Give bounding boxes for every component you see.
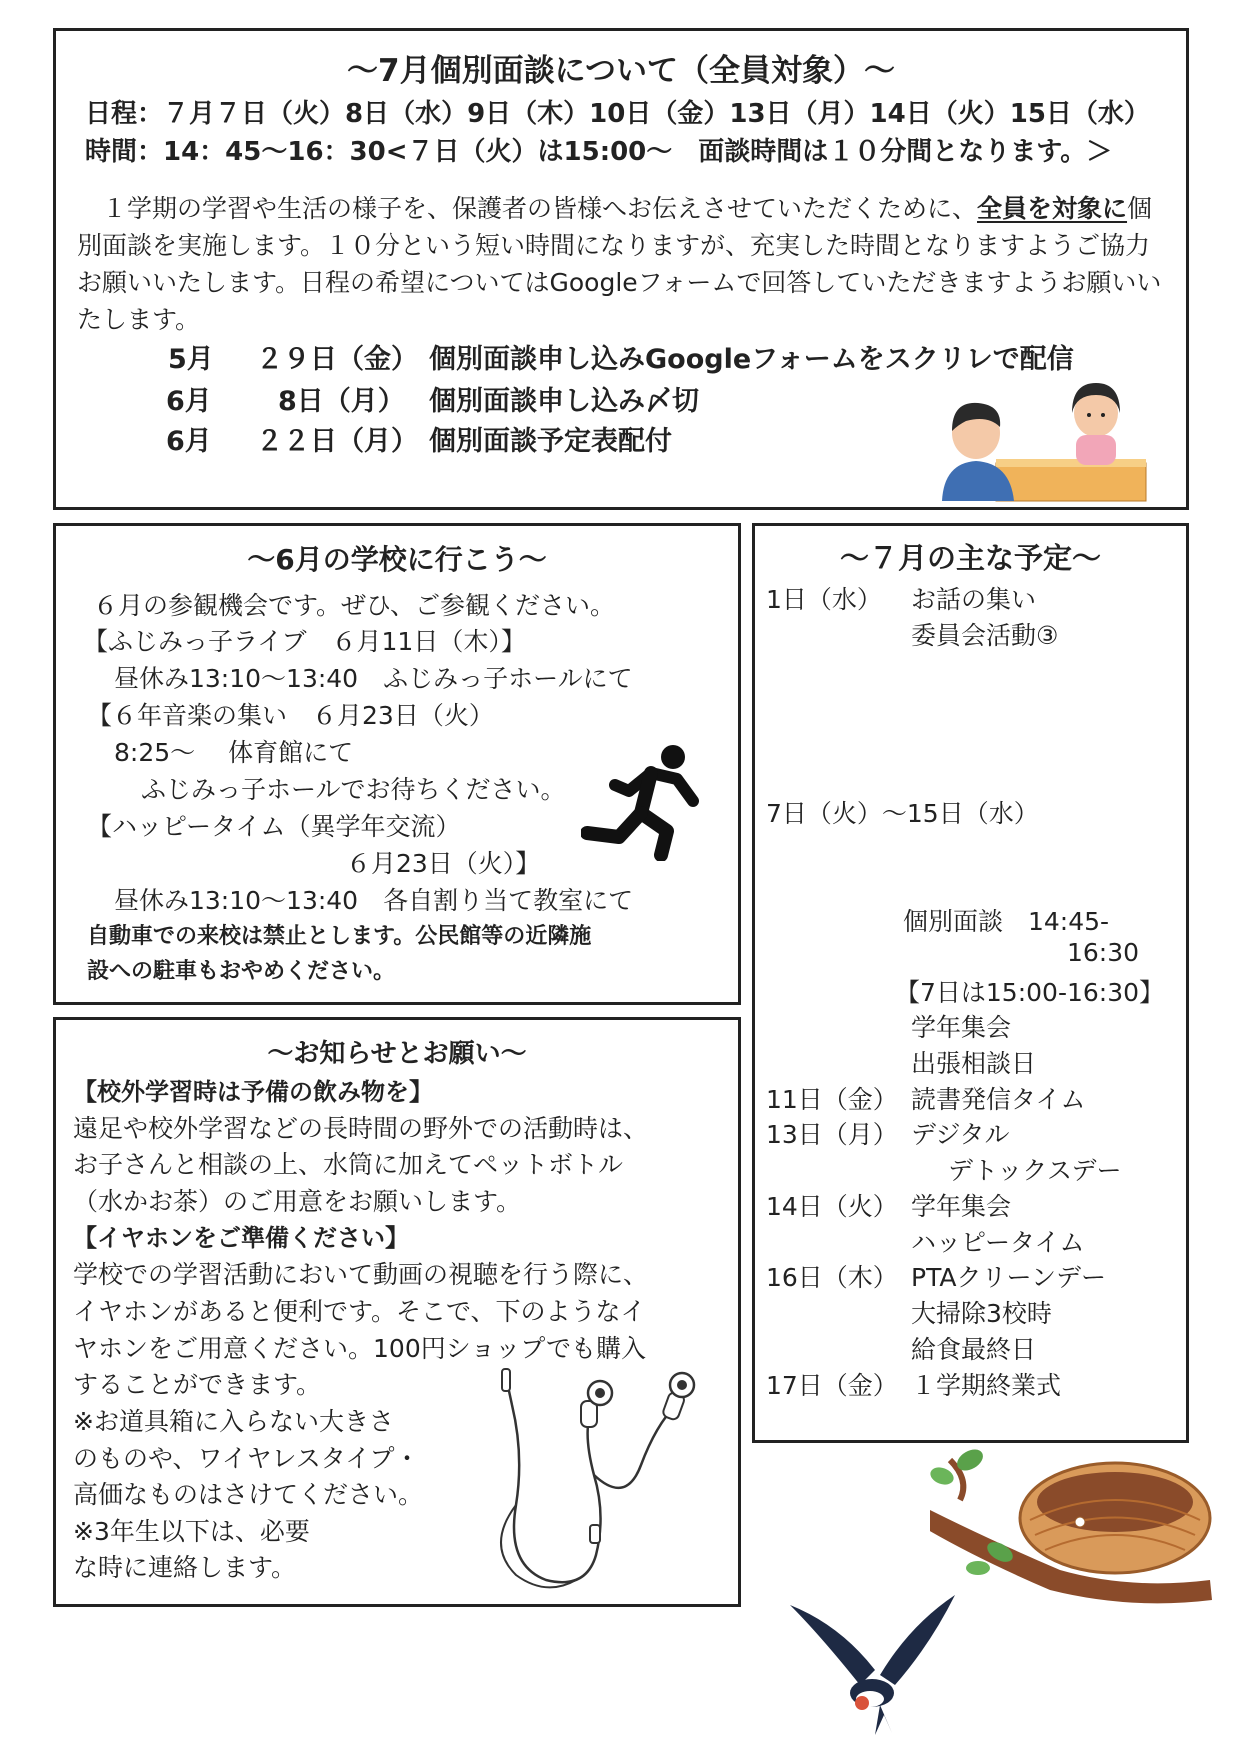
schedule-month-3: 6月	[166, 426, 212, 457]
july-event-4: 個別面談 14:45-	[903, 907, 1110, 936]
notice-title: ～お知らせとお願い～	[267, 1039, 527, 1069]
july-event-14: PTAクリーンデー	[911, 1263, 1107, 1292]
june-line-5: 8:25～ 体育館にて	[114, 738, 354, 767]
july-date-1: 1日（水）	[766, 585, 882, 614]
june-line-9: 昼休み13:10～13:40 各自割り当て教室にて	[114, 886, 634, 915]
earphone-line-6: のものや、ワイヤレスタイプ・	[73, 1444, 420, 1473]
july-event-8: 出張相談日	[911, 1049, 1037, 1078]
july-event-13: ハッピータイム	[911, 1228, 1085, 1257]
july-date-9: 11日（金）	[766, 1085, 898, 1114]
interview-illustration	[926, 371, 1156, 511]
earphone-line-7: 高価なものはさけてください。	[73, 1480, 424, 1509]
drink-line-3: （水かお茶）のご用意をお願いします。	[73, 1187, 522, 1216]
interview-paragraph	[77, 190, 1167, 338]
schedule-day-2: 8日（月）	[278, 386, 405, 417]
earphone-heading: 【イヤホンをご準備ください】	[73, 1224, 409, 1252]
paragraph-emphasis: 全員を対象に	[977, 194, 1128, 223]
drink-line-2: お子さんと相談の上、水筒に加えてペットボトル	[73, 1150, 624, 1179]
july-event-1: お話の集い	[911, 585, 1037, 614]
notice-section	[53, 1017, 741, 1607]
july-title: ～７月の主な予定～	[839, 541, 1101, 575]
earphone-line-5: ※お道具箱に入らない大きさ	[73, 1407, 394, 1436]
july-date-3: 7日（火）～15日（水）	[766, 799, 1039, 828]
july-event-11: デトックスデー	[948, 1156, 1122, 1185]
earphone-line-8: ※3年生以下は、必要	[73, 1517, 310, 1546]
schedule-month-2: 6月	[166, 386, 212, 417]
schedule-text-3: 個別面談予定表配付	[429, 426, 672, 457]
earphone-line-9: な時に連絡します。	[73, 1553, 297, 1582]
schedule-day-1: ２９日（金）	[256, 344, 418, 375]
june-line-6: ふじみっ子ホールでお待ちください。	[141, 775, 566, 804]
schedule-month-1: 5月	[168, 344, 214, 375]
july-event-9: 読書発信タイム	[911, 1085, 1086, 1114]
earphone-line-3: ヤホンをご用意ください。100円ショップでも購入	[73, 1334, 646, 1363]
july-date-10: 13日（月）	[766, 1120, 898, 1149]
july-date-14: 16日（木）	[766, 1263, 898, 1292]
paragraph-text-2: 個別面談を実施します。１０分という短い時間になりますが、充実した時間となりますようご協力お願いいたします。日程の希望についてはGoogleフォームで回答していただきますようお願いいたします。	[77, 194, 1162, 334]
earphone-line-2: イヤホンがあると便利です。そこで、下のようなイ	[73, 1297, 646, 1326]
interview-section	[53, 28, 1189, 510]
june-title: ～6月の学校に行こう～	[247, 543, 547, 576]
june-line-4: 【６年音楽の集い ６月23日（火）	[87, 701, 494, 730]
earphone-line-1: 学校での学習活動において動画の視聴を行う際に、	[73, 1260, 649, 1289]
schedule-day-3: ２２日（月）	[256, 426, 418, 457]
june-line-7: 【ハッピータイム（異学年交流）	[87, 812, 461, 841]
earphone-line-4: することができます。	[73, 1370, 322, 1399]
july-event-12: 学年集会	[911, 1192, 1012, 1221]
july-event-10: デジタル	[911, 1120, 1010, 1149]
july-event-7: 学年集会	[911, 1013, 1012, 1042]
july-event-17: １学期終業式	[911, 1371, 1062, 1400]
july-event-16: 給食最終日	[911, 1335, 1037, 1364]
parking-note-1: 自動車での来校は禁止とします。公民館等の近隣施	[87, 924, 592, 949]
interview-dates: 日程：７月７日（火）8日（水）9日（木）10日（金）13日（月）14日（火）15日（水）	[85, 99, 1150, 129]
interview-title: ～7月個別面談について（全員対象）～	[347, 53, 895, 89]
june-line-2: 【ふじみっ子ライブ ６月11日（木）】	[83, 627, 526, 656]
july-date-12: 14日（火）	[766, 1192, 898, 1221]
june-line-8: ６月23日（火）】	[346, 849, 541, 878]
interview-time: 時間：14：45～16：30<７日（火）は15:00～ 面談時間は１０分間となります。＞	[85, 137, 1113, 167]
june-line-1: ６月の参観機会です。ぜひ、ご参観ください。	[93, 591, 616, 620]
june-visit-section	[53, 523, 741, 1005]
july-event-15: 大掃除3校時	[911, 1299, 1052, 1328]
parking-note-2: 設への駐車もおやめください。	[87, 959, 396, 984]
schedule-text-2: 個別面談申し込み〆切	[429, 386, 699, 417]
swallow-bird-illustration	[780, 1575, 960, 1740]
july-event-2: 委員会活動③	[911, 621, 1059, 650]
july-event-5: 16:30	[1067, 938, 1140, 967]
july-date-17: 17日（金）	[766, 1371, 898, 1400]
bird-nest-illustration	[930, 1440, 1220, 1620]
earphones-icon	[476, 1365, 706, 1600]
june-line-3: 昼休み13:10～13:40 ふじみっ子ホールにて	[114, 664, 633, 693]
paragraph-text-1: １学期の学習や生活の様子を、保護者の皆様へお伝えさせていただくために、	[77, 194, 978, 223]
drink-heading: 【校外学習時は予備の飲み物を】	[73, 1078, 433, 1106]
july-event-6: 【7日は15:00-16:30】	[895, 978, 1165, 1007]
drink-line-1: 遠足や校外学習などの長時間の野外での活動時は、	[73, 1114, 649, 1143]
schedule-text-1: 個別面談申し込みGoogleフォームをスクリレで配信	[429, 344, 1074, 375]
running-person-icon	[581, 741, 711, 861]
july-schedule-section	[752, 523, 1189, 1443]
